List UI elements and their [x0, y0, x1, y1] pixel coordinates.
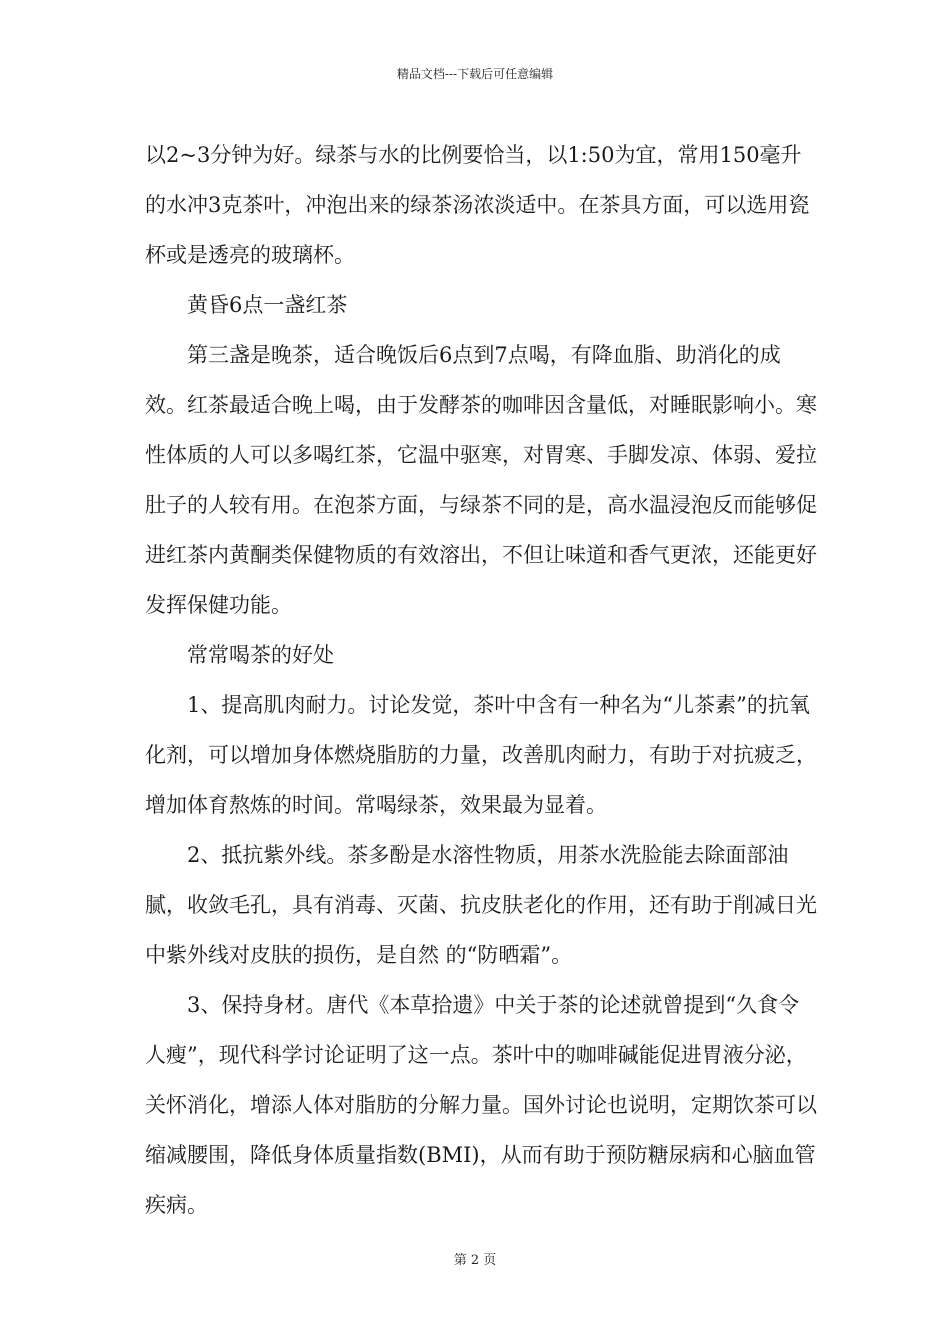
paragraph-green-tea-ratio: 以2~3分钟为好。绿茶与水的比例要恰当，以1:50为宜，常用150毫升的水冲3克茶叶，冲泡出来的绿茶汤浓淡适中。在茶具方面，可以选用瓷杯或是透亮的玻璃杯。: [145, 143, 810, 267]
heading-evening-black-tea: 黄昏6点一盏红茶: [187, 293, 348, 317]
paragraph-benefit-3: 3、保持身材。唐代《本草拾遗》中关于茶的论述就曾提到“久食令人瘦”，现代科学讨论证明了这一点。茶叶中的咖啡碱能促进胃液分泌，关怀消化，增添人体对脂肪的分解力量。国外讨论也说明，定期饮茶可以缩减腰围，降低身体质量指数(BMI)，从而有助于预防糖尿病和心脑血管疾病。: [145, 993, 817, 1217]
paragraph-benefit-1: 1、提高肌肉耐力。讨论发觉，茶叶中含有一种名为“儿茶素”的抗氧化剂，可以增加身体燃烧脂肪的力量，改善肌肉耐力，有助于对抗疲乏，增加体育熬炼的时间。常喝绿茶，效果最为显着。: [145, 693, 817, 817]
paragraph-benefit-2: 2、抵抗紫外线。茶多酚是水溶性物质，用茶水洗脸能去除面部油腻，收敛毛孔，具有消毒、灭菌、抗皮肤老化的作用，还有助于削减日光中紫外线对皮肤的损伤，是自然 的“防晒霜”。: [145, 843, 817, 967]
heading-tea-benefits: 常常喝茶的好处: [187, 643, 334, 667]
page-footer: 第 2 页: [453, 1253, 497, 1268]
paragraph-evening-tea: 第三盏是晚茶，适合晚饭后6点到7点喝，有降血脂、助消化的成效。红茶最适合晚上喝，由于发酵茶的咖啡因含量低，对睡眠影响小。寒性体质的人可以多喝红茶，它温中驱寒，对胃寒、手脚发凉、体弱、爱拉肚子的人较有用。在泡茶方面，与绿茶不同的是，高水温浸泡反而能够促进红茶内黄酮类保健物质的有效溶出，不但让味道和香气更浓，还能更好发挥保健功能。: [145, 343, 817, 617]
page-header: 精品文档---下载后可任意编辑: [396, 67, 554, 81]
document-body: [145, 130, 820, 1230]
